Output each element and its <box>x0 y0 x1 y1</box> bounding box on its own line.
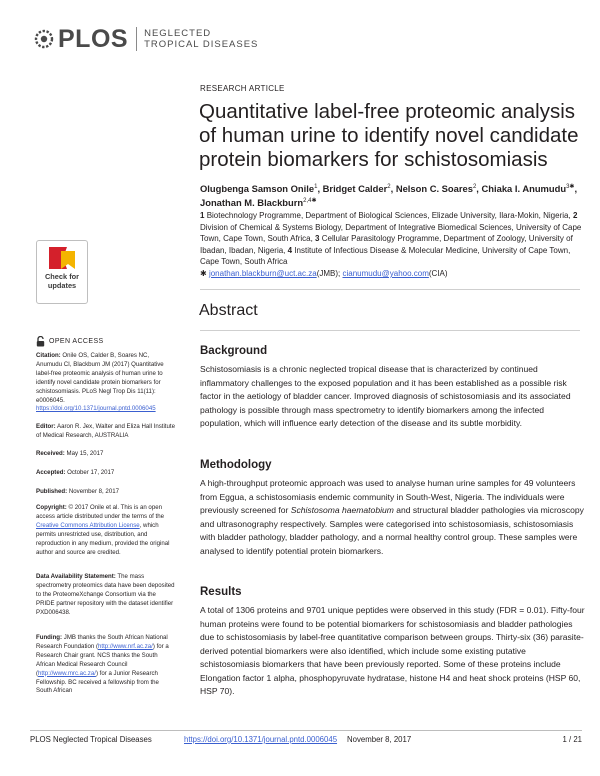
footer-divider <box>30 730 582 731</box>
editor: Editor: Aaron R. Jex, Walter and Eliza Hall Institute of Medical Research, AUSTRALIA <box>36 423 175 439</box>
corresponding-emails: ✱ jonathan.blackburn@uct.ac.za(JMB); cianumudu@yahoo.com(CIA) <box>200 269 448 278</box>
journal-name: NEGLECTED TROPICAL DISEASES <box>144 28 259 50</box>
email-link-cia[interactable]: cianumudu@yahoo.com <box>342 269 429 278</box>
methodology-text: A high-throughput proteomic approach was used to analyse human urine samples for 49 volunteers from Eggua, a schistosomiasis endemic community in South-West, Nigeria. The individuals were previously screened for Schistosoma haematobium and structural bladder pathologies via microscopy and ultrasonography respectively. Samples were categorised into schistosomiasis, schistosomiasis with bladder pathology, bladder pathology, and a normal healthy control group. These samples were analysed to identify potential protein biomarkers. <box>200 478 584 556</box>
cc-license-link[interactable]: Creative Commons Attribution License <box>36 521 140 529</box>
results-heading: Results <box>200 586 242 598</box>
accepted-date: Accepted: October 17, 2017 <box>36 469 115 476</box>
footer-date: November 8, 2017 <box>347 735 412 744</box>
author[interactable]: Olugbenga Samson Onile$^1$ <box>200 183 318 195</box>
bookmark-icon <box>45 245 79 271</box>
background-text: Schistosomiasis is a chronic neglected tropical disease that is characterized by continued inflammatory challenges to the exposed population and it has been established as a possible risk factor in the aetiology of bladder cancer. Improved diagnosis of schistosomiasis and its associated pathology is possible through mass spectrometry to identify biomarkers among the infected population, which will influence early detection of the disease and its subtle morbidity. <box>200 364 571 428</box>
article-type: RESEARCH ARTICLE <box>200 84 285 93</box>
author[interactable]: Chiaka I. Anumudu$^{3✱}$ <box>481 183 575 195</box>
logo-divider <box>136 27 137 51</box>
citation-doi-link[interactable]: https://doi.org/10.1371/journal.pntd.0006045 <box>36 405 156 413</box>
funding: Funding: JMB thanks the South African National Research Foundation (http://www.nrf.ac.za/) for a Research Chair grant. NCS thanks the South African Medical Research Council (http://www.mrc.ac.za/) for a Junior Research Fellowship. BC received a fellowship from the South African <box>36 634 169 695</box>
open-access-indicator: OPEN ACCESS <box>36 336 104 347</box>
open-lock-icon <box>36 336 45 347</box>
footer-doi-link[interactable]: https://doi.org/10.1371/journal.pntd.0006045 <box>184 735 338 744</box>
abstract-heading: Abstract <box>199 302 258 319</box>
published-date: Published: November 8, 2017 <box>36 488 119 495</box>
author-line-2 <box>200 195 580 209</box>
mrc-link[interactable]: http://www.mrc.ac.za/ <box>38 669 96 677</box>
badge-label: Check for updates <box>44 272 80 290</box>
data-availability: Data Availability Statement: The mass spectrometry proteomics data have been deposited to the ProteomeXchange Consortium via the PRIDE partner repository with the dataset identifier PXD006438. <box>36 573 175 616</box>
background-heading: Background <box>200 345 268 357</box>
citation: Citation: Onile OS, Calder B, Soares NC, Anumudu CI, Blackburn JM (2017) Quantitative label-free proteomic analysis of human urine to identify novel candidate protein biomarkers for schistosomiasis. PLoS Negl Trop Dis 11(11): e0006045. https://doi.org/10.1371/journal.pntd.0006045 <box>36 352 164 413</box>
methodology-heading: Methodology <box>200 459 272 471</box>
affiliations: 1 Biotechnology Programme, Department of Biological Sciences, Elizade University, Ilara-Mokin, Nigeria, 2 Division of Chemical & Systems Biology, Department of Integrative Biomedical Sciences, University of Cape Town, Cape Town, South Africa, 3 Cellular Parasitology Programme, Department of Zoology, University of Ibadan, Ibadan, Nigeria, 4 Institute of Infectious Disease & Molecular Medicine, University of Cape Town, Cape Town, South Africa <box>200 211 582 266</box>
email-link-jmb[interactable]: jonathan.blackburn@uct.ac.za <box>208 269 317 278</box>
journal-logo[interactable] <box>34 24 258 54</box>
footer-journal: PLOS Neglected Tropical Diseases <box>30 735 152 744</box>
divider <box>200 289 580 290</box>
copyright: Copyright: © 2017 Onile et al. This is an open access article distributed under the terms of the Creative Commons Attribution License, which permits unrestricted use, distribution, and reproduction in any medium, provided the original author and source are credited. <box>36 504 170 556</box>
author[interactable]: Jonathan M. Blackburn$^{2,4✱}$ <box>200 197 317 209</box>
author[interactable]: Bridget Calder$^2$ <box>322 183 391 195</box>
article-title: Quantitative label-free proteomic analysis of human urine to identify novel candidate protein biomarkers for schistosomiasis <box>199 100 579 171</box>
author-list <box>200 181 580 209</box>
divider <box>200 330 580 331</box>
asterisk-icon: ✱ <box>200 269 207 278</box>
check-for-updates-badge[interactable] <box>36 240 88 304</box>
plos-logo-icon <box>34 29 54 49</box>
logo-text: PLOS <box>58 24 129 53</box>
page-footer <box>30 735 582 744</box>
results-text: A total of 1306 proteins and 9701 unique peptides were observed in this study (FDR = 0.01). Fifty-four human proteins were found to be potential biomarkers for schistosomiasis and bladder pathologies due to schistosomiasis by label-free quantitative comparison between groups. Thirty-six (36) parasite-derived potential biomarkers were also identified, which include some existing putative schistosomiasis biomarkers that have been previously reported. Some of these proteins include Elongation factor 1 alpha, phosphopyruvate hydratase, histone H4 and heat shock proteins (HSP 60, HSP 70). <box>200 605 585 696</box>
author-line-1: Olugbenga Samson Onile$^1$, Bridget Calder$^2$, Nelson C. Soares$^2$, Chiaka I. Anumudu$^{3✱}$, <box>200 183 578 195</box>
page-number: 1 / 21 <box>562 735 582 744</box>
author[interactable]: Nelson C. Soares$^2$ <box>395 183 477 195</box>
nrf-link[interactable]: http://www.nrf.ac.za/ <box>98 642 153 650</box>
received-date: Received: May 15, 2017 <box>36 450 104 457</box>
